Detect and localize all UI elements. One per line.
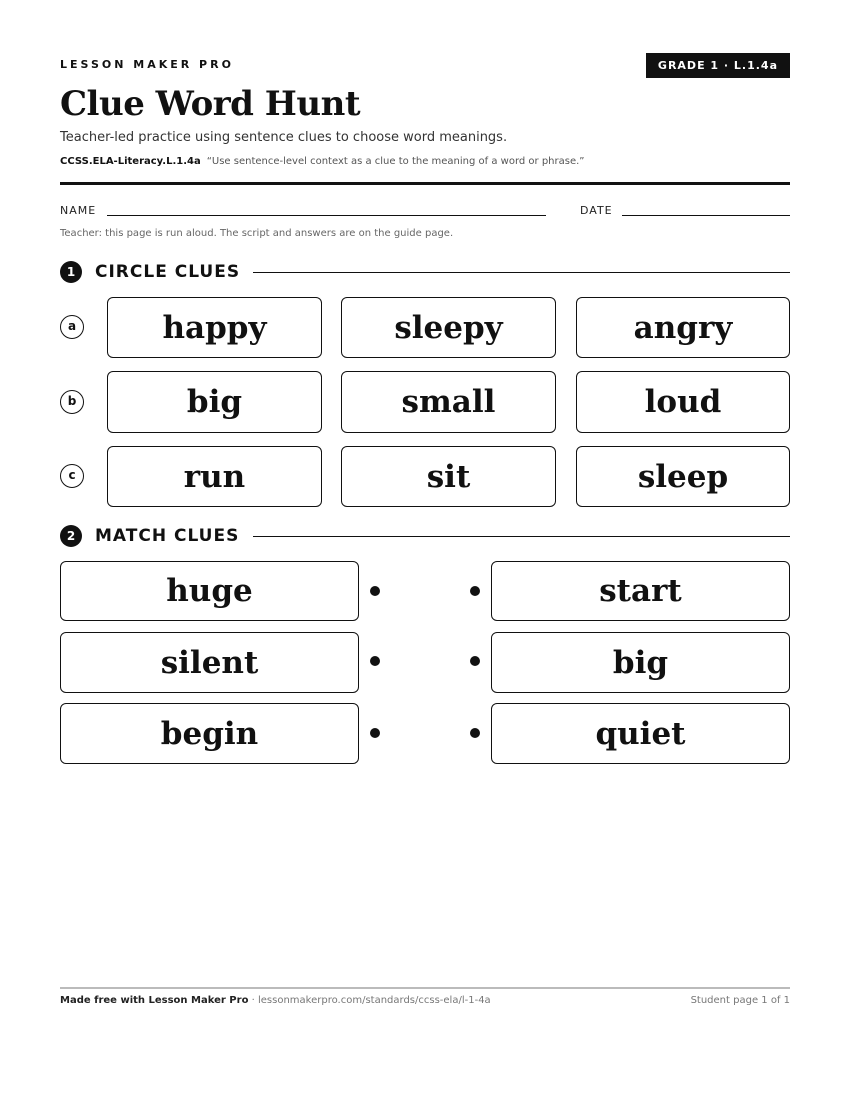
match-left-huge[interactable]: huge — [60, 561, 359, 621]
page-subtitle: Teacher-led practice using sentence clues to choose word meanings. — [60, 130, 508, 145]
name-field-line[interactable] — [107, 215, 546, 216]
grade-badge: GRADE 1 · L.1.4a — [646, 53, 790, 78]
standard-code: CCSS.ELA-Literacy.L.1.4a — [60, 156, 201, 167]
page-title: Clue Word Hunt — [60, 84, 361, 124]
word-card-sleep[interactable]: sleep — [576, 446, 790, 507]
worksheet-page — [60, 0, 790, 1100]
teacher-note: Teacher: this page is run aloud. The script and answers are on the guide page. — [60, 228, 454, 239]
row-letter-b: b — [60, 390, 84, 414]
footer-url-link[interactable]: lessonmakerpro.com/standards/ccss-ela/l-1-4a — [257, 995, 491, 1006]
footer-made-with: Made free with Lesson Maker Pro — [60, 995, 249, 1006]
footer-page-label: Student page 1 of 1 — [690, 995, 790, 1006]
date-label: DATE — [580, 204, 613, 217]
section-rule — [253, 272, 790, 273]
section-rule — [253, 536, 790, 537]
footer-separator: · — [248, 995, 258, 1006]
word-card-sleepy[interactable]: sleepy — [341, 297, 556, 358]
footer-divider — [60, 987, 790, 989]
word-card-big[interactable]: big — [107, 371, 322, 433]
word-card-sit[interactable]: sit — [341, 446, 556, 507]
match-dot-left[interactable] — [370, 586, 380, 596]
match-dot-right[interactable] — [470, 656, 480, 666]
section-match-clues-header — [60, 525, 790, 547]
match-right-start[interactable]: start — [491, 561, 790, 621]
row-letter-a: a — [60, 315, 84, 339]
match-left-begin[interactable]: begin — [60, 703, 359, 764]
section-title: MATCH CLUES — [95, 526, 240, 546]
match-right-quiet[interactable]: quiet — [491, 703, 790, 764]
word-card-small[interactable]: small — [341, 371, 556, 433]
standard-line — [60, 156, 584, 167]
word-card-happy[interactable]: happy — [107, 297, 322, 358]
brand-name: LESSON MAKER PRO — [60, 58, 234, 71]
section-circle-clues-header — [60, 261, 790, 283]
match-right-big[interactable]: big — [491, 632, 790, 693]
header-divider — [60, 182, 790, 185]
match-dot-left[interactable] — [370, 728, 380, 738]
match-left-silent[interactable]: silent — [60, 632, 359, 693]
match-dot-right[interactable] — [470, 586, 480, 596]
standard-text: “Use sentence-level context as a clue to the meaning of a word or phrase.” — [206, 156, 585, 167]
footer-credit — [60, 995, 491, 1006]
name-label: NAME — [60, 204, 97, 217]
row-letter-c: c — [60, 464, 84, 488]
word-card-loud[interactable]: loud — [576, 371, 790, 433]
word-card-run[interactable]: run — [107, 446, 322, 507]
word-card-angry[interactable]: angry — [576, 297, 790, 358]
section-number-badge: 1 — [60, 261, 82, 283]
date-field-line[interactable] — [622, 215, 790, 216]
match-dot-right[interactable] — [470, 728, 480, 738]
section-title: CIRCLE CLUES — [95, 262, 241, 282]
section-number-badge: 2 — [60, 525, 82, 547]
match-dot-left[interactable] — [370, 656, 380, 666]
